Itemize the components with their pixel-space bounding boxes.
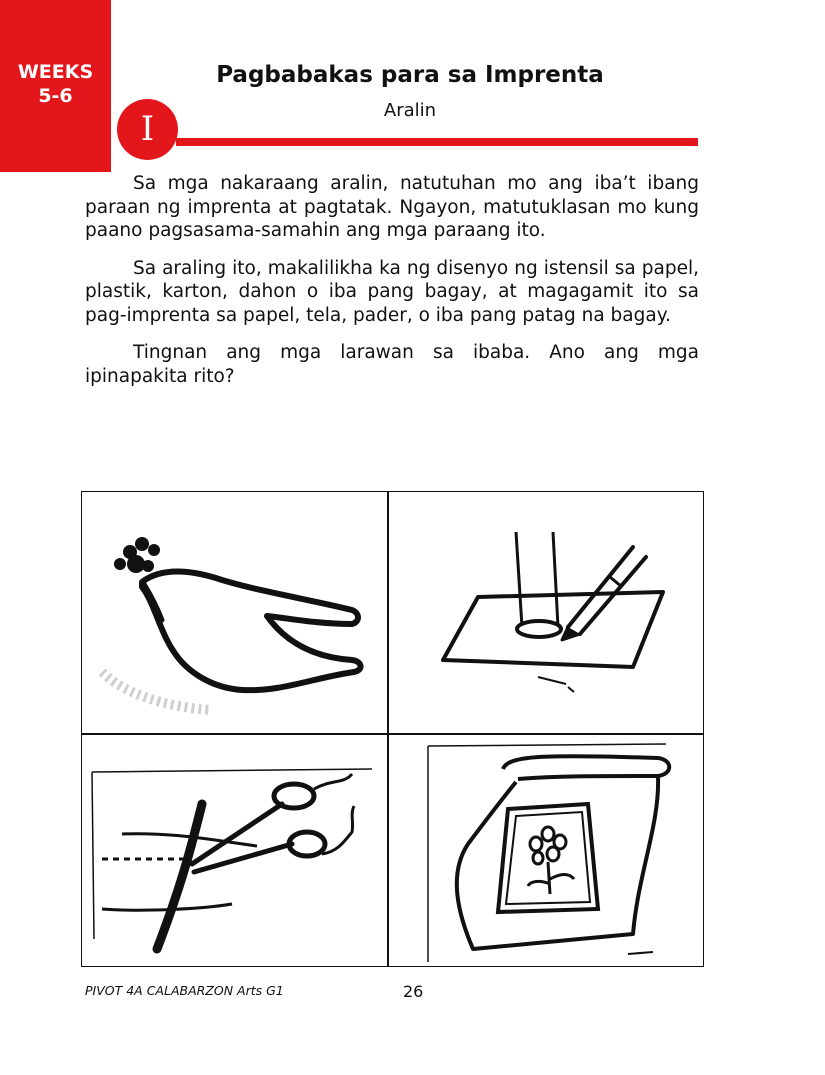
weeks-label <box>0 60 111 108</box>
page-number: 26 <box>403 982 424 1001</box>
pencil-tracing-icon <box>388 492 705 733</box>
lesson-body <box>85 172 699 402</box>
illustration-grid <box>81 491 704 967</box>
page-subtitle: Aralin <box>383 100 437 121</box>
stencil-flower-icon <box>388 734 705 968</box>
page-title: Pagbabakas para sa Imprenta <box>216 62 604 88</box>
paragraph-question: Tingnan ang mga larawan sa ibaba. Ano ang mga ipinapakita rito? <box>85 342 699 387</box>
paragraph-intro: Sa mga nakaraang aralin, natutuhan mo ang iba’t ibang paraan ng imprenta at pagtatak. Ngayon, matutuklasan mo kung paano pagsasama-samahin ang mga paraang ito. <box>85 173 699 241</box>
header-rule <box>176 138 698 146</box>
finger-print-icon <box>82 492 387 733</box>
weeks-label-line1: WEEKS <box>17 61 94 83</box>
section-badge: I <box>117 99 178 160</box>
paragraph-lesson: Sa araling ito, makalilikha ka ng disenyo ng istensil sa papel, plastik, karton, dahon o iba pang bagay, at magagamit ito sa pag-imprenta sa papel, tela, pader, o iba pang patag na bagay. <box>85 257 699 326</box>
weeks-label-line2: 5-6 <box>38 85 73 107</box>
footer-source: PIVOT 4A CALABARZON Arts G1 <box>85 983 284 998</box>
scissors-cutting-icon <box>82 734 387 968</box>
